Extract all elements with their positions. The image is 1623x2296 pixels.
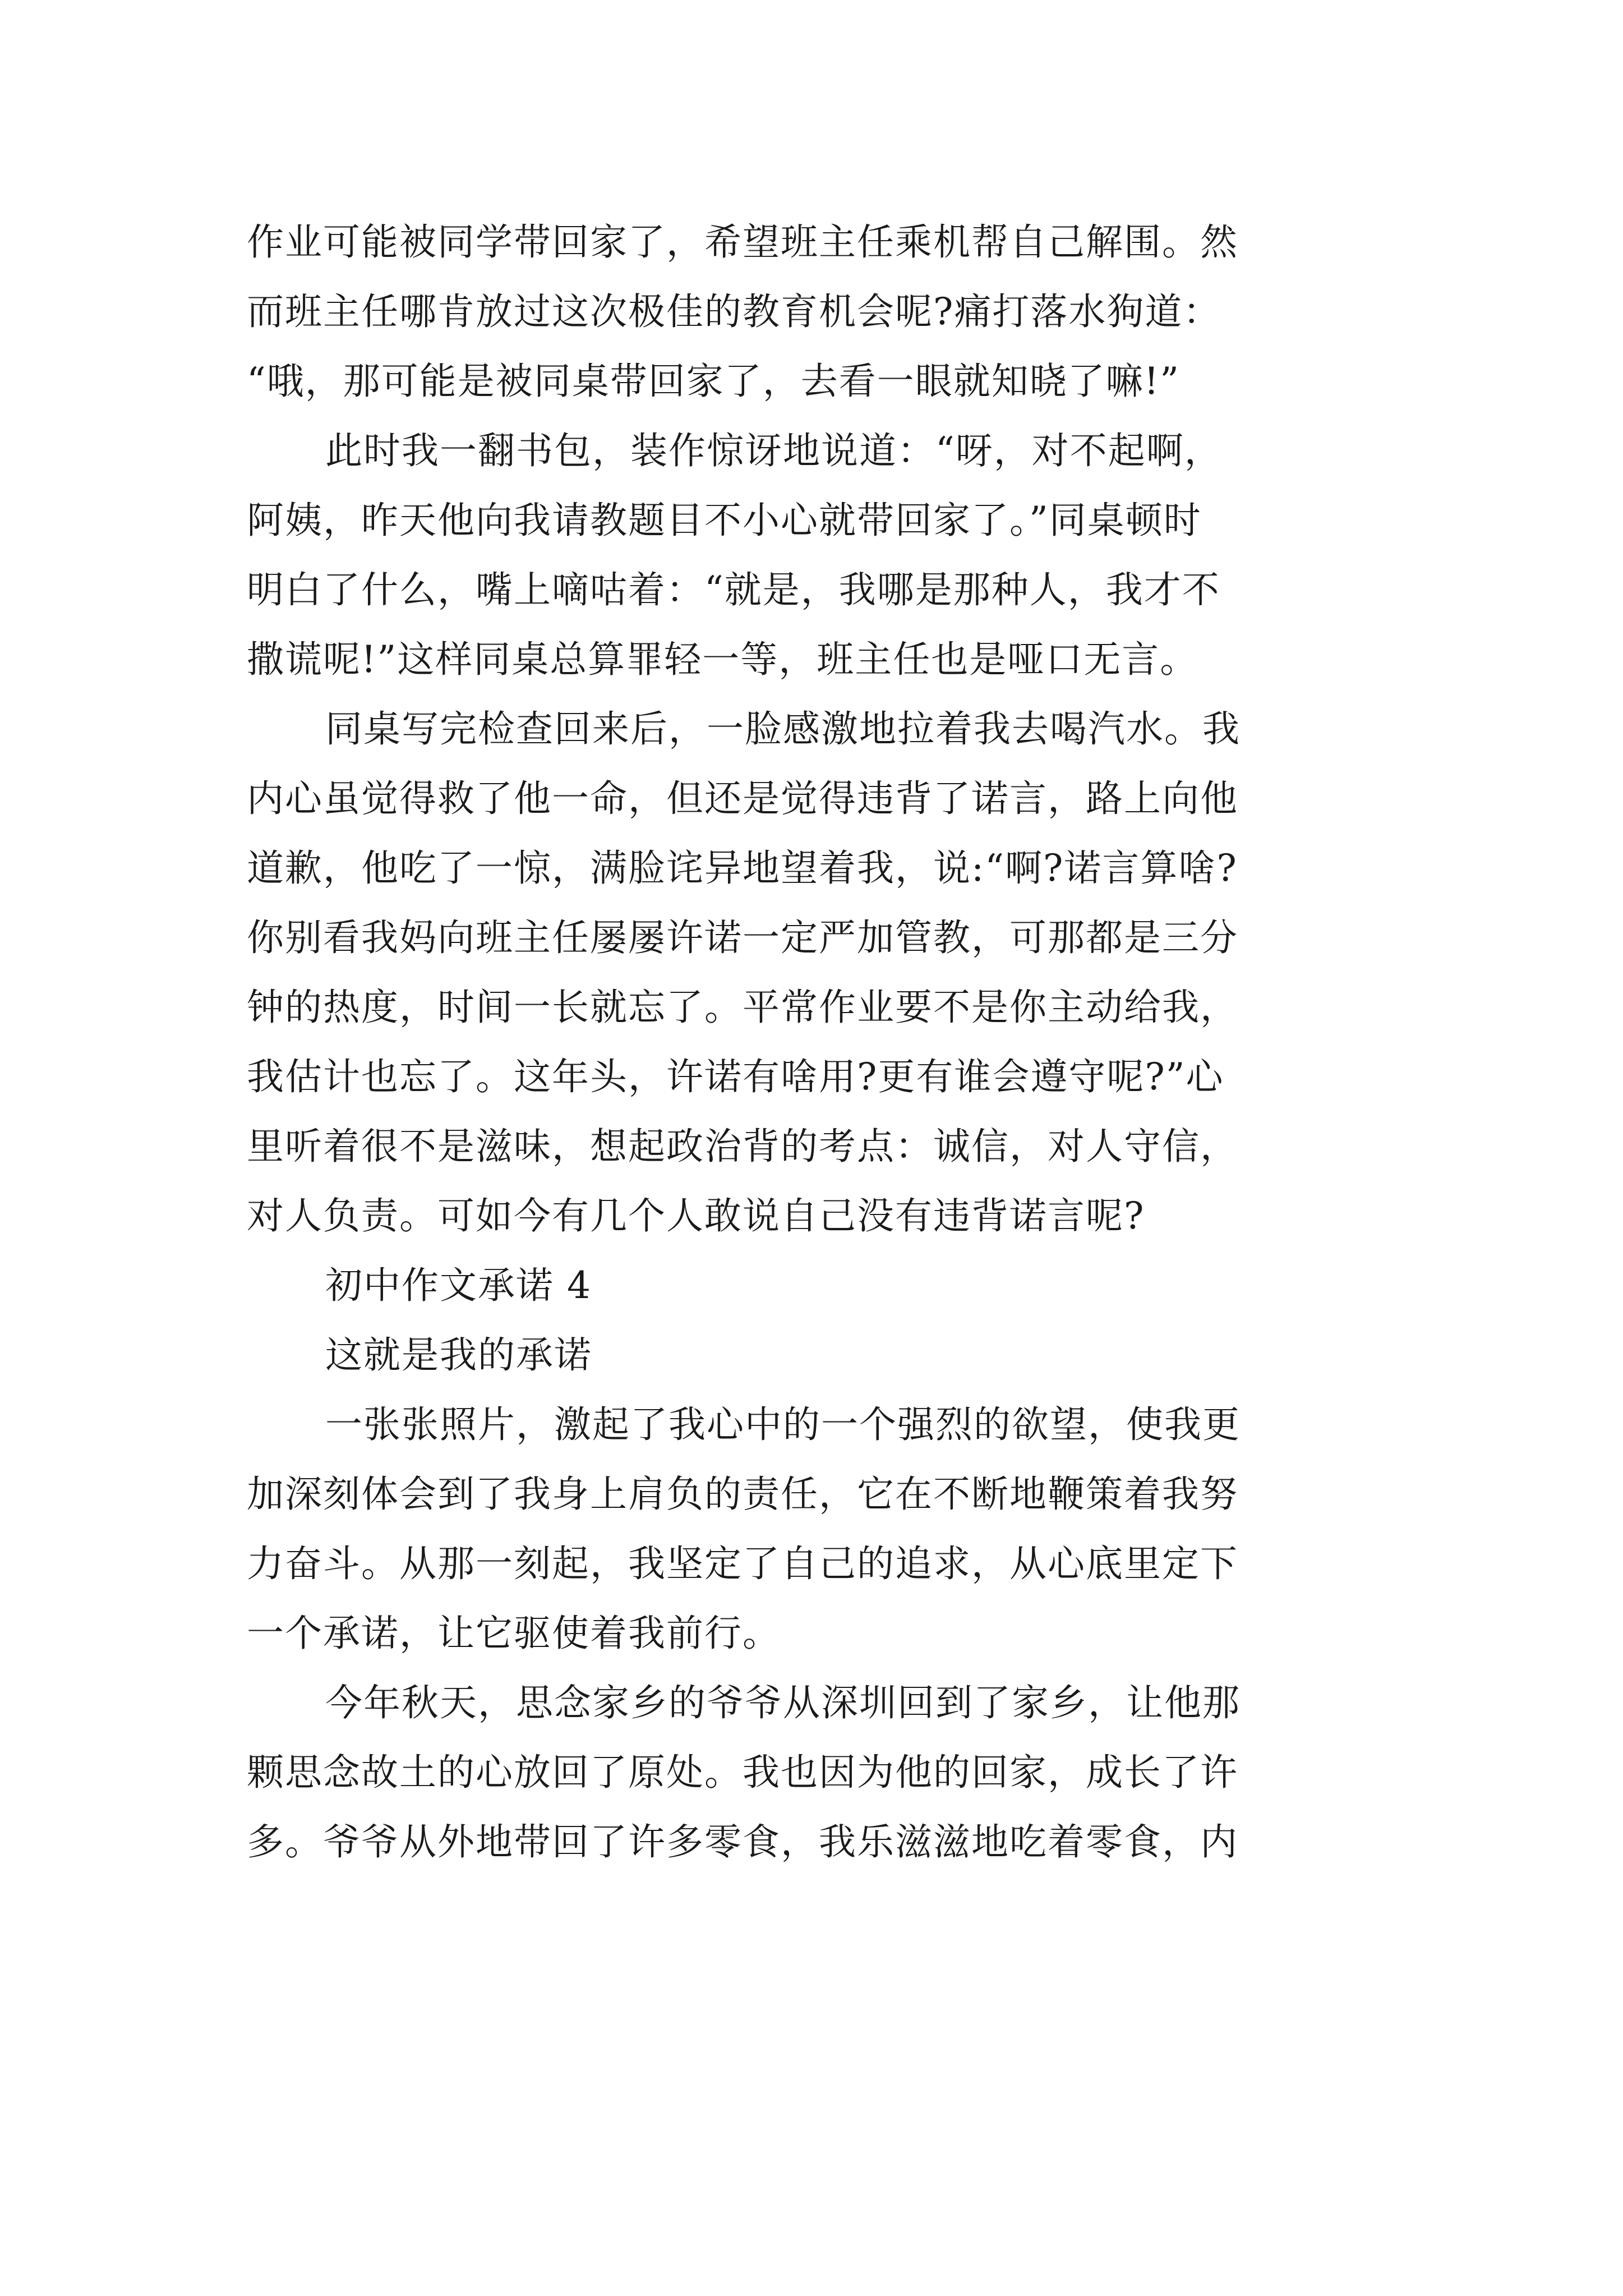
text-line: 钟的热度，时间一长就忘了。平常作业要不是你主动给我， xyxy=(247,986,1238,1029)
document-body xyxy=(247,208,1380,1877)
essay-title: 这就是我的承诺 xyxy=(325,1333,592,1377)
section-heading: 初中作文承诺 4 xyxy=(325,1264,592,1307)
text-line: 多。爷爷从外地带回了许多零食，我乐滋滋地吃着零食，内 xyxy=(247,1820,1238,1864)
text-line: 此时我一翻书包，装作惊讶地说道：“呀，对不起啊， xyxy=(325,429,1223,472)
text-line: 一张张照片，激起了我心中的一个强烈的欲望，使我更 xyxy=(325,1403,1241,1446)
text-line: 明白了什么，嘴上嘀咕着：“就是，我哪是那种人，我才不 xyxy=(247,568,1220,611)
text-line: 你别看我妈向班主任屡屡许诺一定严加管教，可那都是三分 xyxy=(247,916,1238,959)
text-line: 作业可能被同学带回家了，希望班主任乘机帮自己解围。然 xyxy=(247,220,1238,264)
text-line: 里听着很不是滋味，想起政治背的考点：诚信，对人守信， xyxy=(247,1125,1238,1168)
text-line: 内心虽觉得救了他一命，但还是觉得违背了诺言，路上向他 xyxy=(247,777,1238,820)
text-line: 对人负责。可如今有几个人敢说自己没有违背诺言呢? xyxy=(247,1194,1145,1237)
text-line: 今年秋天，思念家乡的爷爷从深圳回到了家乡，让他那 xyxy=(325,1681,1241,1724)
text-line: 力奋斗。从那一刻起，我坚定了自己的追求，从心底里定下 xyxy=(247,1542,1238,1585)
text-line: 我估计也忘了。这年头，许诺有啥用?更有谁会遵守呢?”心 xyxy=(247,1055,1224,1098)
text-line: 撒谎呢!”这样同桌总算罪轻一等，班主任也是哑口无言。 xyxy=(247,638,1198,681)
text-line: 而班主任哪肯放过这次极佳的教育机会呢?痛打落水狗道： xyxy=(247,290,1221,333)
text-line: 阿姨，昨天他向我请教题目不小心就带回家了。”同桌顿时 xyxy=(247,499,1202,542)
text-line: 道歉，他吃了一惊，满脸诧异地望着我，说:“啊?诺言算啥? xyxy=(247,846,1238,890)
text-line: 一个承诺，让它驱使着我前行。 xyxy=(247,1612,781,1655)
text-line: 同桌写完检查回来后，一脸感激地拉着我去喝汽水。我 xyxy=(325,707,1241,751)
text-line: 颗思念故土的心放回了原处。我也因为他的回家，成长了许 xyxy=(247,1751,1238,1794)
text-line: 加深刻体会到了我身上肩负的责任，它在不断地鞭策着我努 xyxy=(247,1473,1238,1516)
text-line: “哦，那可能是被同桌带回家了，去看一眼就知晓了嘛!” xyxy=(247,360,1181,403)
